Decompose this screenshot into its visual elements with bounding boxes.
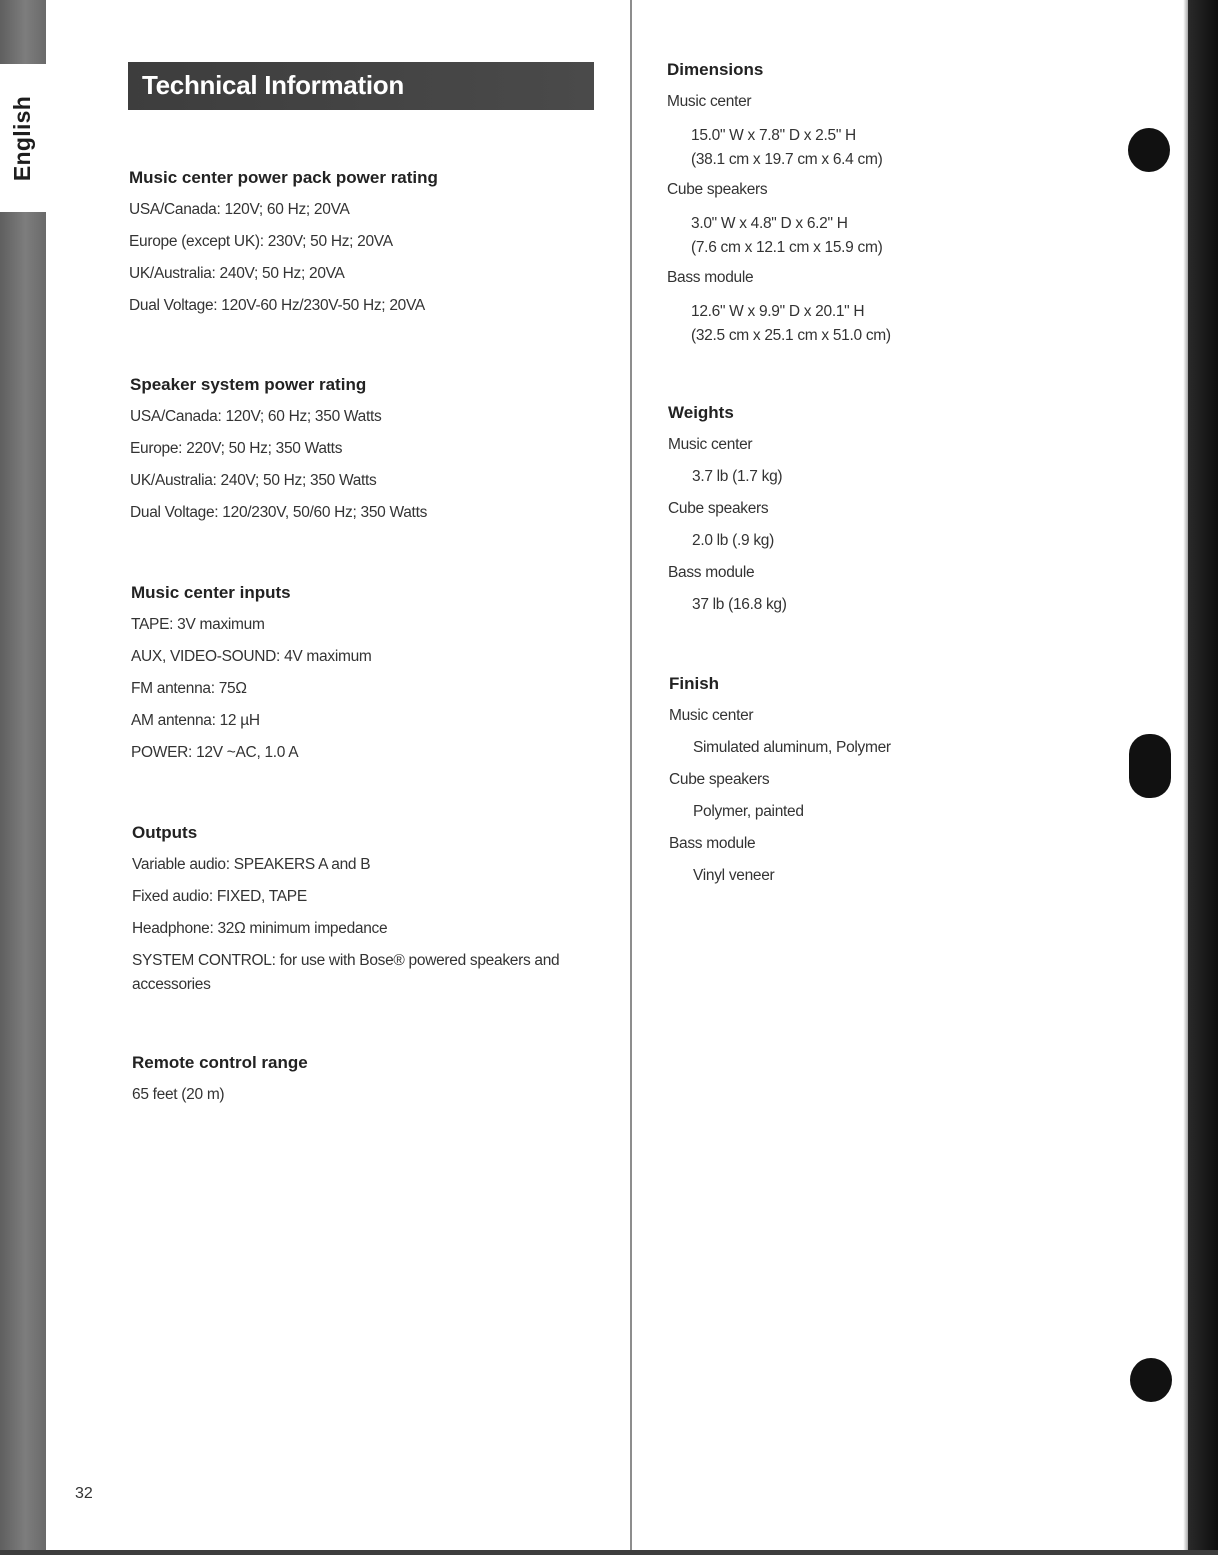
left-binding-strip [0, 0, 46, 1555]
spec-line: AM antenna: 12 µH [131, 712, 260, 729]
spec-line: Dual Voltage: 120/230V, 50/60 Hz; 350 Watts [130, 504, 428, 521]
spec-line: SYSTEM CONTROL: for use with Bose® powered speakers and accessories [132, 952, 560, 993]
spec-line: USA/Canada: 120V; 60 Hz; 20VA [129, 201, 350, 218]
binder-hole-bottom [1130, 1358, 1172, 1402]
item-value: 3.7 lb (1.7 kg) [692, 468, 783, 485]
section-heading: Speaker system power rating [130, 375, 367, 394]
item-label: Bass module [669, 835, 756, 852]
section-heading: Music center inputs [131, 583, 291, 602]
section-music-center-inputs [131, 577, 601, 769]
language-tab-label: English [9, 95, 36, 181]
spec-line: Europe: 220V; 50 Hz; 350 Watts [130, 440, 343, 457]
section-heading: Remote control range [132, 1053, 308, 1072]
item-label: Cube speakers [668, 500, 769, 517]
item-value: Simulated aluminum, Polymer [693, 739, 891, 756]
binder-hole-middle [1129, 734, 1171, 798]
section-remote-range [132, 1047, 602, 1111]
dimension-metric: (7.6 cm x 12.1 cm x 15.9 cm) [691, 239, 883, 256]
section-heading: Finish [669, 674, 720, 693]
dimension-metric: (32.5 cm x 25.1 cm x 51.0 cm) [691, 327, 891, 344]
item-value: Vinyl veneer [693, 867, 775, 884]
spec-line: AUX, VIDEO-SOUND: 4V maximum [131, 648, 372, 665]
item-label: Music center [668, 436, 753, 453]
section-heading: Outputs [132, 823, 198, 842]
spec-line: Variable audio: SPEAKERS A and B [132, 856, 371, 873]
spec-line: USA/Canada: 120V; 60 Hz; 350 Watts [130, 408, 382, 425]
spec-line: FM antenna: 75Ω [131, 680, 247, 697]
right-page-edge [1188, 0, 1218, 1555]
spec-line: Dual Voltage: 120V-60 Hz/230V-50 Hz; 20VA [129, 297, 425, 314]
item-value: 37 lb (16.8 kg) [692, 596, 787, 613]
page-title: Technical Information [128, 62, 594, 110]
dimension-imperial: 12.6" W x 9.9" D x 20.1" H [691, 303, 865, 320]
spec-line: UK/Australia: 240V; 50 Hz; 20VA [129, 265, 345, 282]
bottom-page-edge [0, 1550, 1218, 1555]
section-dimensions [667, 54, 1097, 348]
spec-line: 65 feet (20 m) [132, 1086, 225, 1103]
center-fold-line [630, 0, 632, 1555]
section-heading: Dimensions [667, 60, 764, 79]
item-label: Music center [667, 93, 752, 110]
item-label: Bass module [667, 269, 754, 286]
item-value: Polymer, painted [693, 803, 804, 820]
spec-line: Headphone: 32Ω minimum impedance [132, 920, 388, 937]
section-heading: Weights [668, 403, 734, 422]
item-value: 2.0 lb (.9 kg) [692, 532, 774, 549]
section-outputs [132, 817, 582, 997]
dimension-metric: (38.1 cm x 19.7 cm x 6.4 cm) [691, 151, 883, 168]
item-label: Cube speakers [669, 771, 770, 788]
section-finish [669, 668, 1099, 892]
item-label: Cube speakers [667, 181, 768, 198]
spec-line: Fixed audio: FIXED, TAPE [132, 888, 307, 905]
spec-line: Europe (except UK): 230V; 50 Hz; 20VA [129, 233, 393, 250]
section-power-pack-rating [129, 162, 599, 322]
section-heading: Music center power pack power rating [129, 168, 438, 187]
item-label: Music center [669, 707, 754, 724]
spec-line: POWER: 12V ~AC, 1.0 A [131, 744, 299, 761]
spec-line: UK/Australia: 240V; 50 Hz; 350 Watts [130, 472, 377, 489]
binder-hole-top [1128, 128, 1170, 172]
dimension-imperial: 15.0" W x 7.8" D x 2.5" H [691, 127, 856, 144]
dimension-imperial: 3.0" W x 4.8" D x 6.2" H [691, 215, 848, 232]
spec-line: TAPE: 3V maximum [131, 616, 265, 633]
section-weights [668, 397, 1098, 621]
page-number: 32 [75, 1485, 93, 1502]
item-label: Bass module [668, 564, 755, 581]
section-speaker-power-rating [130, 369, 600, 529]
